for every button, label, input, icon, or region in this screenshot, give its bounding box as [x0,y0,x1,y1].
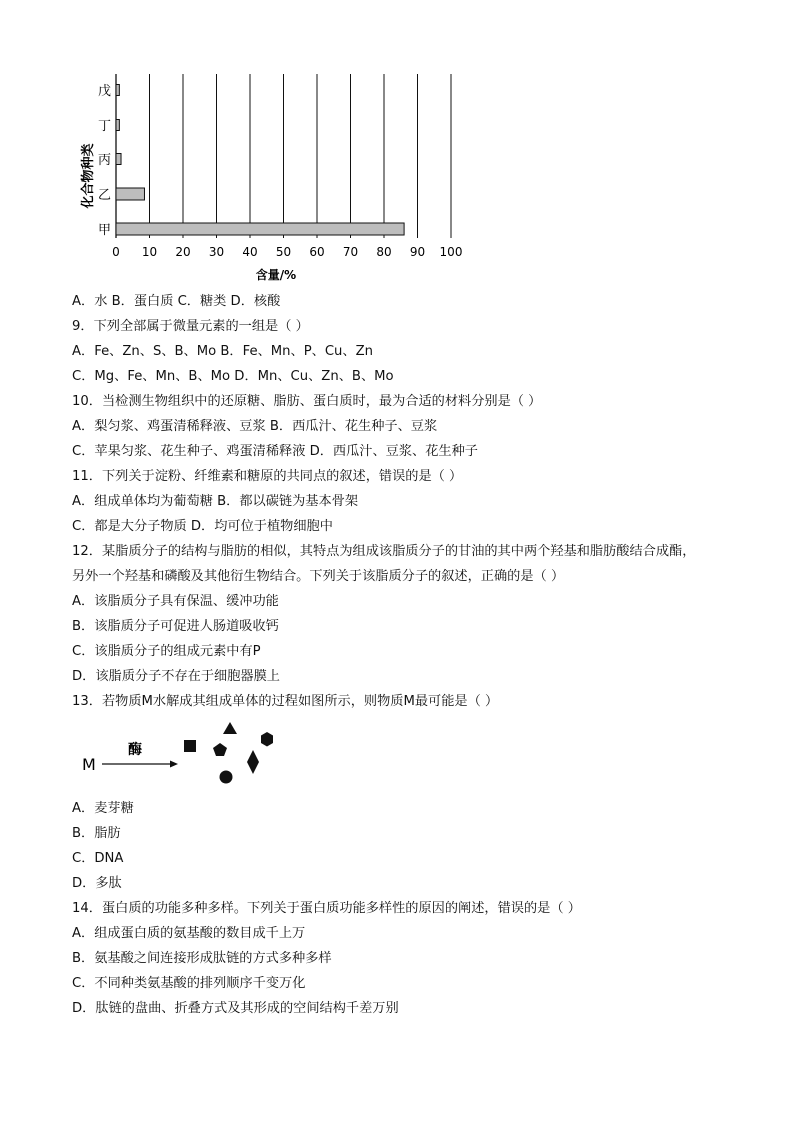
hydrolysis-diagram [78,718,288,790]
bar-乙 [116,188,144,200]
x-tick-label: 10 [141,245,158,259]
q14-option-c: C．不同种类氨基酸的排列顺序千变万化 [72,976,306,991]
q12-stem-line2: 另外一个羟基和磷酸及其他衍生物结合。下列关于该脂质分子的叙述，正确的是（ ） [72,569,565,584]
q14-stem: 14．蛋白质的功能多种多样。下列关于蛋白质功能多样性的原因的阐述，错误的是（ ） [72,901,581,916]
q11-options-cd: C．都是大分子物质 D．均可位于植物细胞中 [72,519,333,534]
x-tick-label: 90 [409,245,426,259]
pentagon-monomer-icon [213,743,227,756]
substance-m-label: M [82,755,96,774]
x-tick-label: 70 [342,245,359,259]
bar-戊 [116,85,119,96]
q8-options: A．水 B．蛋白质 C．糖类 D．核酸 [72,294,281,309]
x-tick-label: 0 [112,245,120,259]
y-category-label: 丙 [97,153,111,168]
q11-options-ab: A．组成单体均为葡萄糖 B．都以碳链为基本骨架 [72,494,359,509]
q14-option-a: A．组成蛋白质的氨基酸的数目成千上万 [72,926,306,941]
q13-option-a: A．麦芽糖 [72,801,134,816]
square-monomer-icon [184,740,196,752]
q10-options-ab: A．梨匀浆、鸡蛋清稀释液、豆浆 B．西瓜汁、花生种子、豆浆 [72,419,438,434]
hexagon-monomer-icon [261,732,273,747]
x-tick-label: 30 [208,245,225,259]
q11-stem: 11．下列关于淀粉、纤维素和糖原的共同点的叙述，错误的是（ ） [72,469,463,484]
q12-option-a: A．该脂质分子具有保温、缓冲功能 [72,594,279,609]
q9-options-cd: C．Mg、Fe、Mn、B、Mo D．Mn、Cu、Zn、B、Mo [72,369,394,384]
q13-option-d: D．多肽 [72,876,122,891]
q13-stem: 13．若物质M水解成其组成单体的过程如图所示，则物质M最可能是（ ） [72,694,499,709]
q14-option-d: D．肽链的盘曲、折叠方式及其形成的空间结构千差万别 [72,1001,399,1016]
q13-option-b: B．脂肪 [72,826,121,841]
q12-option-c: C．该脂质分子的组成元素中有P [72,644,261,659]
x-tick-label: 50 [275,245,292,259]
diamond-monomer-icon [247,750,259,774]
q12-option-b: B．该脂质分子可促进人肠道吸收钙 [72,619,279,634]
bar-甲 [116,223,404,235]
y-category-label: 丁 [97,119,111,134]
x-tick-label: 100 [439,245,463,259]
x-tick-label: 40 [242,245,258,259]
y-axis-label: 化合物种类 [81,143,96,209]
bar-丙 [116,154,121,165]
q9-options-ab: A．Fe、Zn、S、B、Mo B．Fe、Mn、P、Cu、Zn [72,344,373,359]
q13-option-c: C．DNA [72,851,124,866]
bar-丁 [116,120,119,131]
x-tick-label: 80 [376,245,392,259]
y-category-label: 甲 [97,223,111,238]
q12-option-d: D．该脂质分子不存在于细胞器膜上 [72,669,280,684]
q10-stem: 10．当检测生物组织中的还原糖、脂肪、蛋白质时，最为合适的材料分别是（ ） [72,394,542,409]
q10-options-cd: C．苹果匀浆、花生种子、鸡蛋清稀释液 D．西瓜汁、豆浆、花生种子 [72,444,478,459]
arrowhead-icon [170,761,178,768]
enzyme-label: 酶 [128,742,142,758]
x-tick-label: 60 [309,245,325,259]
triangle-monomer-icon [223,722,237,734]
x-tick-label: 20 [175,245,191,259]
x-axis-label: 含量/% [255,268,297,282]
y-category-label: 乙 [97,188,111,203]
y-category-label: 戊 [97,84,111,99]
q9-stem: 9．下列全部属于微量元素的一组是（ ） [72,319,309,334]
circle-monomer-icon [220,771,233,784]
compound-content-bar-chart [72,66,472,286]
q12-stem-line1: 12．某脂质分子的结构与脂肪的相似，其特点为组成该脂质分子的甘油的其中两个羟基和脂肪酸结合成酯， [72,544,696,559]
q14-option-b: B．氨基酸之间连接形成肽链的方式多种多样 [72,951,332,966]
